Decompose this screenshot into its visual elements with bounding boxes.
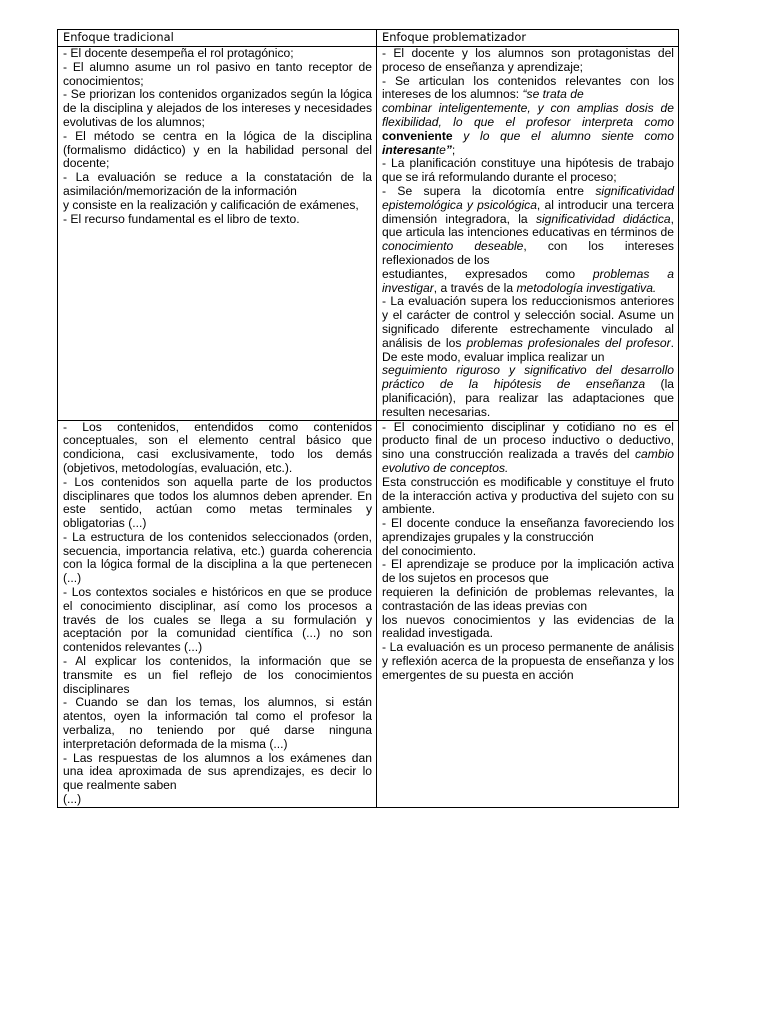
cell-paragraph (63, 696, 372, 751)
text-run: - La evaluación supera los reduccionismos anteriores y el carácter de control y selección social. Asume un significado diferente estrechamente vinculado al análisis de los (382, 294, 674, 350)
text-run: - La evaluación se reduce a la constatación de la asimilación/memorización de la información (63, 170, 372, 198)
text-run: cambio evolutivo de conceptos. (382, 447, 674, 475)
text-run: y lo que el alumno siente como (452, 128, 674, 143)
comparison-table (57, 29, 679, 808)
text-run: - Se priorizan los contenidos organizados según la lógica de la disciplina y alejados de los intereses y necesidades evolutivas de los alumnos; (63, 87, 372, 129)
text-run: - El aprendizaje se produce por la implicación activa de los sujetos en procesos que (382, 557, 674, 586)
text-run: ” (445, 142, 452, 157)
cell-paragraph (63, 531, 372, 586)
text-run: , que articula las intenciones educativas en términos de (382, 211, 674, 240)
text-run: - El alumno asume un rol pasivo en tanto receptor de conocimientos; (63, 59, 372, 88)
cell-paragraph (63, 213, 372, 227)
cell-paragraph (382, 517, 674, 545)
text-run: - Se supera la dicotomía entre (382, 183, 596, 198)
text-run: - Las respuestas de los alumnos a los exámenes dan una idea aproximada de sus aprendizajes, es decir lo que realmente saben (63, 750, 372, 793)
text-run: ; (451, 142, 456, 157)
table-row (58, 47, 679, 421)
cell-paragraph (382, 102, 674, 157)
text-run: problemas profesionales del profesor (466, 335, 671, 350)
text-run: - El docente conduce la enseñanza favoreciendo los aprendizajes grupales y la construcción (382, 516, 674, 544)
table-row (58, 420, 679, 807)
cell-paragraph (63, 655, 372, 696)
cell-paragraph (382, 641, 674, 682)
text-run: del conocimiento. (382, 543, 477, 558)
text-run: conveniente (382, 128, 453, 143)
header-problematizing: Enfoque problematizador (377, 30, 679, 47)
cell-paragraph (382, 476, 674, 517)
text-run: los nuevos conocimientos y las evidencias de la realidad investigada. (382, 612, 674, 641)
cell-paragraph (63, 199, 372, 213)
text-run: conocimiento deseable (382, 239, 524, 254)
text-run: - Los contenidos, entendidos como contenidos conceptuales, son el elemento central básico que condiciona, casi exclusivamente, todo los demás (objetivos, metodologías, evaluación, etc.). (63, 419, 372, 475)
cell-paragraph (63, 476, 372, 531)
cell-paragraph (382, 545, 674, 559)
text-run: - Los contenidos son aquella parte de los productos disciplinares que todos los alumnos deben aprender. En este sentido, actúan como metas terminales y obligatorias (...) (63, 474, 372, 531)
cell-paragraph (382, 558, 674, 586)
cell-problematizing-roles (377, 47, 679, 421)
text-run: - Al explicar los contenidos, la información que se transmite es un fiel reflejo de los conocimientos disciplinares (63, 654, 372, 696)
text-run: - El método se centra en la lógica de la disciplina (formalismo didáctico) y en la habilidad personal del docente; (63, 128, 372, 171)
text-run: (...) (63, 792, 82, 807)
text-run: - El docente desempeña el rol protagónico; (63, 46, 294, 60)
cell-paragraph (382, 47, 674, 75)
text-run: estudiantes, expresados como (382, 266, 593, 281)
text-run: (la planificación), para realizar las adaptaciones que resulten necesarias. (382, 377, 674, 419)
cell-paragraph (63, 88, 372, 129)
cell-paragraph (63, 47, 372, 61)
text-run: . De este modo, evaluar implica realizar un (382, 335, 674, 364)
cell-paragraph (63, 171, 372, 199)
cell-paragraph (63, 61, 372, 89)
text-run: seguimiento riguroso y significativo del desarrollo práctico de la hipótesis de enseñanza (382, 363, 674, 392)
text-run: , al introducir una tercera dimensión integradora, la (382, 197, 674, 226)
text-run: problemas a investigar (382, 266, 674, 295)
text-run: - El recurso fundamental es el libro de texto. (63, 211, 300, 226)
cell-paragraph (382, 75, 674, 103)
header-row (58, 30, 679, 47)
text-run: , a través de la (433, 280, 517, 295)
cell-paragraph (382, 268, 674, 296)
text-run: - La estructura de los contenidos seleccionados (orden, secuencia, importancia relativa, etc.) guarda coherencia con la lógica formal de la disciplina a la que pertenecen (...) (63, 529, 372, 586)
cell-paragraph (382, 185, 674, 268)
cell-paragraph (382, 614, 674, 642)
text-run: - El conocimiento disciplinar y cotidiano no es el producto final de un proceso inductivo o deductivo, sino una construcción realizada a través del (382, 419, 674, 462)
text-run: requieren la definición de problemas relevantes, la contrastación de las ideas previas con (382, 585, 674, 613)
cell-paragraph (63, 793, 372, 807)
text-run: - Se articulan los contenidos relevantes con los intereses de los alumnos: (382, 73, 674, 102)
text-run: metodología investigativa. (516, 280, 657, 295)
text-run: te (435, 142, 446, 157)
cell-paragraph (382, 364, 674, 419)
text-run: - Los contextos sociales e históricos en que se produce el conocimiento disciplinar, así como los procesos a través de los cuales se llega a su formulación y aceptación por la comunidad científica (...) no son contenidos relevantes (...) (63, 585, 372, 655)
text-run: - El docente y los alumnos son protagonistas del proceso de enseñanza y aprendizaje; (382, 46, 674, 74)
cell-problematizing-knowledge (377, 420, 679, 807)
text-run: combinar inteligentemente, y con amplias dosis de flexibilidad, lo que el profesor interpreta como (382, 101, 674, 129)
header-traditional: Enfoque tradicional (58, 30, 377, 47)
text-run: “se trata de (522, 87, 584, 102)
text-run: - La evaluación es un proceso permanente de análisis y reflexión acerca de la propuesta de enseñanza y los emergentes de su puesta en acción (382, 640, 674, 682)
text-run: Esta construcción es modificable y constituye el fruto de la interacción activa y productiva del sujeto con su ambiente. (382, 474, 674, 517)
text-run: y consiste en la realización y calificación de exámenes, (63, 197, 359, 212)
text-run: interesan (382, 142, 436, 157)
cell-paragraph (63, 586, 372, 655)
text-run: , con los intereses reflexionados de los (382, 239, 674, 267)
cell-paragraph (382, 421, 674, 476)
cell-traditional-roles (58, 47, 377, 421)
cell-paragraph (63, 421, 372, 476)
cell-paragraph (63, 130, 372, 171)
text-run: significatividad didáctica (535, 211, 671, 226)
text-run: significatividad epistemológica y psicológica (382, 183, 674, 212)
cell-paragraph (382, 157, 674, 185)
text-run: - La planificación constituye una hipótesis de trabajo que se irá reformulando durante el proceso; (382, 156, 674, 185)
cell-traditional-contents (58, 420, 377, 807)
text-run: - Cuando se dan los temas, los alumnos, si están atentos, oyen la información tal como el profesor la verbaliza, no teniendo por qué darse ninguna interpretación deformada de la misma (...) (63, 695, 372, 751)
cell-paragraph (382, 586, 674, 614)
cell-paragraph (382, 295, 674, 364)
cell-paragraph (63, 752, 372, 793)
